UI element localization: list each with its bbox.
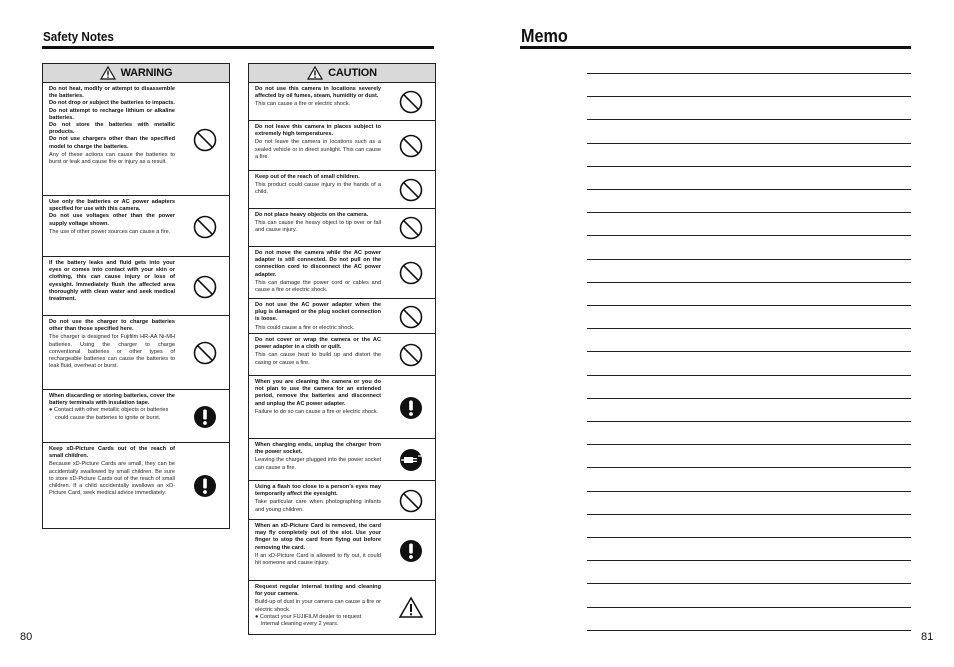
caution-bold-text: Do not use the AC power adapter when the plug is damaged or the plug socket connection is loose. [255, 302, 381, 323]
memo-line [587, 143, 911, 144]
caution-triangle-icon [399, 596, 423, 620]
caution-row-text [255, 212, 381, 235]
prohibition-icon [193, 215, 217, 239]
warning-row [43, 257, 229, 316]
caution-row [249, 581, 435, 634]
caution-row [249, 334, 435, 376]
caution-bold-text: Using a flash too close to a person's eyes may temporarily affect the eyesight. [255, 484, 381, 498]
memo-line [587, 607, 911, 608]
page-number-right: 81 [921, 631, 934, 643]
title-rule [42, 46, 434, 49]
warning-bold-text: Do not heat, modify or attempt to disassemble the batteries. [49, 86, 175, 100]
caution-note-text: Do not leave the camera in locations such as a sealed vehicle or in direct sunlight. This can cause a fire. [255, 139, 381, 160]
warning-bold-text: Do not use voltages other than the power supply voltage shown. [49, 213, 175, 227]
caution-row-text [255, 379, 381, 416]
caution-note-text: Leaving the charger plugged into the power socket can cause a fire. [255, 457, 381, 471]
caution-bold-text: When you are cleaning the camera or you do not plan to use the camera for an extended period, remove the batteries and disconnect and unplug the AC power adapter. [255, 379, 381, 407]
page-number-left: 80 [20, 631, 33, 643]
warning-bold-text: Do not attempt to recharge lithium or alkaline batteries. [49, 107, 175, 121]
memo-title: Memo [521, 26, 568, 46]
memo-line [587, 514, 911, 515]
warning-note-text: The use of other power sources can cause a fire. [49, 228, 171, 235]
warning-note-text: The charger is designed for Fujifilm HR-AA Ni-MH batteries. Using the charger to charge conventional batteries or other types of rechargeable batteries can cause the batteries to leak fluid, overheat or burst. [49, 334, 175, 370]
caution-bold-text: Do not move the camera while the AC power adapter is still connected. Do not pull on the connection cord to disconnect the AC power adapter. [255, 250, 381, 278]
caution-note-text: This can cause the heavy object to tip over or fall and cause injury. [255, 220, 381, 234]
caution-row-text [255, 124, 381, 161]
memo-line [587, 560, 911, 561]
mandatory-icon [399, 539, 423, 563]
caution-note-text: If an xD-Picture Card is allowed to fly out, it could hit someone and cause injury. [255, 552, 381, 567]
memo-line [587, 537, 911, 538]
warning-bold-text: Do not use the charger to charge batteries other than those specified here. [49, 319, 175, 333]
memo-line [587, 212, 911, 213]
memo-line [587, 189, 911, 190]
memo-line [587, 305, 911, 306]
prohibition-icon [399, 305, 423, 329]
warning-note-text: Because xD-Picture Cards are small, they can be accidentally swallowed by small children. Be sure to store xD-Picture Cards out of the reach of small children. If a child accidentally swallows an xD-Picture Card, seek medical advice immediately. [49, 461, 175, 497]
caution-row [249, 171, 435, 209]
prohibition-icon [399, 178, 423, 202]
caution-note-text: This could cause a fire or electric shock. [255, 324, 355, 331]
memo-line [587, 444, 911, 445]
memo-line [587, 166, 911, 167]
warning-row-text [49, 86, 175, 166]
warning-row [43, 83, 229, 196]
prohibition-icon [399, 261, 423, 285]
caution-row-text [255, 86, 381, 109]
caution-bold-text: Keep out of the reach of small children. [255, 174, 360, 180]
warning-bold-text: Do not drop or subject the batteries to impacts. [49, 100, 175, 107]
caution-row [249, 121, 435, 171]
warning-bold-text: Keep xD-Picture Cards out of the reach of small children. [49, 446, 175, 460]
caution-row [249, 209, 435, 247]
caution-note-text: This can damage the power cord or cables and cause a fire or electric shock. [255, 279, 381, 294]
caution-row [249, 376, 435, 439]
caution-bold-text: Do not leave this camera in places subject to extremely high temperatures. [255, 124, 381, 138]
warning-row-text [49, 260, 175, 303]
caution-header [249, 63, 435, 83]
caution-column [248, 63, 436, 635]
memo-line [587, 259, 911, 260]
memo-line [587, 583, 911, 584]
warning-bold-text: Do not store the batteries with metallic products. [49, 122, 175, 136]
memo-line [587, 328, 911, 329]
warning-row-text [49, 199, 175, 236]
caution-bold-text: Do not cover or wrap the camera or the AC power adapter in a cloth or quilt. [255, 337, 381, 351]
warning-row [43, 316, 229, 390]
caution-note-text: Build-up of dust in your camera can cause a fire or electric shock. [255, 599, 381, 613]
caution-note-text: This product could cause injury in the hands of a child. [255, 182, 381, 196]
prohibition-icon [399, 216, 423, 240]
caution-row-text [255, 484, 381, 514]
warning-header [43, 63, 229, 83]
memo-line [587, 96, 911, 97]
prohibition-icon [399, 489, 423, 513]
caution-note-text: This can cause a fire or electric shock. [255, 101, 351, 108]
caution-row-text [255, 174, 381, 197]
warning-row-text [49, 446, 175, 497]
warning-row [43, 196, 229, 257]
mandatory-icon [193, 474, 217, 498]
caution-note-text: Failure to do so can cause a fire or electric shock. [255, 408, 379, 415]
prohibition-icon [399, 90, 423, 114]
memo-line [587, 491, 911, 492]
warning-bullet-text: ● Contact with other metallic objects or batteries could cause the batteries to ignite or burst. [49, 407, 169, 421]
warning-bold-text: When discarding or storing batteries, cover the battery terminals with insulation tape. [49, 393, 175, 407]
warning-row-text [49, 319, 175, 370]
caution-header-label: CAUTION [328, 67, 377, 79]
memo-title-rule [520, 46, 911, 49]
memo-line [587, 73, 911, 74]
caution-note-text: Take particular care when photographing infants and young children. [255, 499, 381, 513]
warning-row-text [49, 393, 175, 422]
memo-line [587, 467, 911, 468]
unplug-icon [399, 448, 423, 472]
caution-bold-text: Request regular internal testing and cleaning for your camera. [255, 584, 381, 598]
prohibition-icon [399, 134, 423, 158]
prohibition-icon [399, 343, 423, 367]
caution-row [249, 83, 435, 121]
memo-line [587, 235, 911, 236]
warning-triangle-icon [100, 66, 116, 80]
memo-line [587, 119, 911, 120]
caution-note-text: This can cause heat to build up and distort the casing or cause a fire. [255, 352, 381, 366]
memo-line [587, 375, 911, 376]
page-title: Safety Notes [43, 29, 114, 44]
caution-row-text [255, 250, 381, 294]
caution-row [249, 299, 435, 334]
memo-line [587, 398, 911, 399]
prohibition-icon [193, 341, 217, 365]
warning-bold-text: Use only the batteries or AC power adapters specified for use with this camera. [49, 199, 175, 213]
warning-row [43, 443, 229, 528]
warning-note-text: Any of these actions can cause the batteries to burst or leak and cause fire or injury as a result. [49, 151, 175, 166]
warning-bold-text: If the battery leaks and fluid gets into your eyes or comes into contact with your skin or clothing, this can cause injury or loss of eyesight. Immediately flush the affected area thoroughly with clean water and seek medical treatment. [49, 260, 175, 303]
caution-row [249, 439, 435, 481]
memo-line [587, 282, 911, 283]
warning-row [43, 390, 229, 443]
caution-row-text [255, 584, 381, 628]
caution-row [249, 247, 435, 299]
caution-bold-text: When an xD-Picture Card is removed, the card may fly completely out of the slot. Use your finger to stop the card from flying out before removing the card. [255, 523, 381, 551]
caution-bold-text: When charging ends, unplug the charger from the power socket. [255, 442, 381, 456]
memo-line [587, 421, 911, 422]
warning-column [42, 63, 230, 529]
caution-triangle-icon [307, 66, 323, 80]
mandatory-icon [399, 396, 423, 420]
caution-bullet-text: ● Contact your FUJIFILM dealer to request internal cleaning every 2 years. [255, 613, 362, 628]
caution-row [249, 481, 435, 520]
memo-line [587, 351, 911, 352]
caution-row [249, 520, 435, 581]
warning-bold-text: Do not use chargers other than the specified model to charge the batteries. [49, 136, 175, 150]
caution-row-text [255, 523, 381, 567]
memo-line [587, 630, 911, 631]
caution-row-text [255, 337, 381, 367]
caution-row-text [255, 442, 381, 472]
mandatory-icon [193, 405, 217, 429]
prohibition-icon [193, 275, 217, 299]
prohibition-icon [193, 128, 217, 152]
caution-bold-text: Do not use this camera in locations severely affected by oil fumes, steam, humidity or dust. [255, 86, 381, 100]
caution-bold-text: Do not place heavy objects on the camera. [255, 212, 369, 218]
warning-header-label: WARNING [120, 67, 173, 79]
caution-row-text [255, 302, 381, 332]
